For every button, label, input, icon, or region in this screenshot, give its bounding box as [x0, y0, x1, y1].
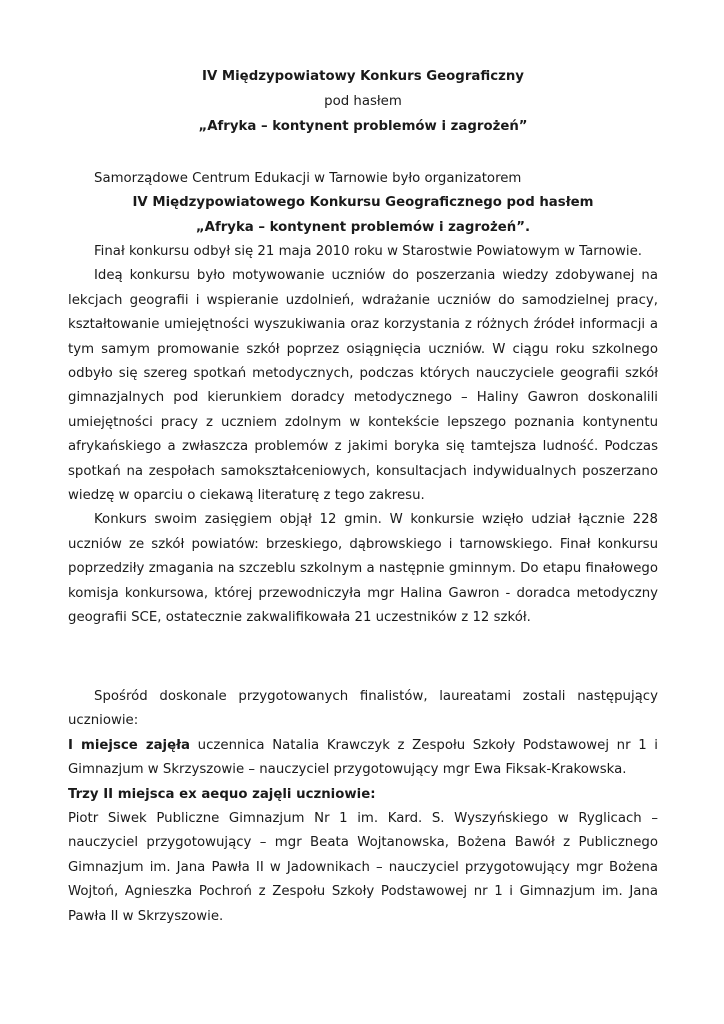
first-place-label: I miejsce zajęła: [68, 737, 191, 753]
organizer-section: [68, 167, 658, 240]
paragraph-idea: Ideą konkursu było motywowanie uczniów do poszerzania wiedzy zdobywanej na lekcjach geografii i wspieranie uzdolnień, wdrażanie uczniów do samodzielnej pracy, kształtowanie umiejętności wyszukiwania oraz korzystania z różnych źródeł informacji a tym samym promowanie szkół poprzez osiągnięcia uczniów. W ciągu roku szkolnego odbyło się szereg spotkań metodycznych, podczas których nauczyciele geografii szkół gimnazjalnych pod kierunkiem doradcy metodycznego – Haliny Gawron doskonalili umiejętności pracy z uczniem zdolnym w kontekście lepszego poznania kontynentu afrykańskiego a zwłaszcza problemów z jakimi boryka się tamtejsza ludność. Podczas spotkań na zespołach samokształceniowych, konsultacjach indywidualnych poszerzano wiedzę w oparciu o ciekawą literaturę z tego zakresu.: [68, 268, 658, 504]
paragraph-scope: Konkurs swoim zasięgiem objął 12 gmin. W konkursie wzięło udział łącznie 228 uczniów ze szkół powiatów: brzeskiego, dąbrowskiego i tarnowskiego. Finał konkursu poprzedziły zmagania na szczeblu szkolnym a następnie gminnym. Do etapu finałowego komisja konkursowa, której przewodniczyła mgr Halina Gawron - doradca metodyczny geografii SCE, ostatecznie zakwalifikowała 21 uczestników z 12 szkół.: [68, 512, 658, 626]
first-place-text: uczennica Natalia Krawczyk z Zespołu Szkoły Podstawowej nr 1 i Gimnazjum w Skrzyszowie – nauczyciel przygotowujący mgr Ewa Fiksak-Krakowska.: [68, 737, 658, 778]
paragraph-final: Finał konkursu odbył się 21 maja 2010 roku w Starostwie Powiatowym w Tarnowie.: [94, 244, 643, 259]
document-motto: „Afryka – kontynent problemów i zagrożeń”: [198, 119, 528, 134]
document-header: [68, 64, 658, 139]
second-place-label: Trzy II miejsca ex aequo zajęli uczniowie:: [68, 786, 376, 802]
document-title: IV Międzypowiatowy Konkurs Geograficzny: [202, 69, 524, 84]
winners-intro: Spośród doskonale przygotowanych finalistów, laureatami zostali następujący uczniowie:: [68, 689, 658, 729]
first-place: [68, 734, 658, 783]
contest-name: IV Międzypowiatowego Konkursu Geograficznego pod hasłem: [132, 195, 594, 211]
second-place-text: Piotr Siwek Publiczne Gimnazjum Nr 1 im. Kard. S. Wyszyńskiego w Ryglicach –nauczyciel przygotowujący – mgr Beata Wojtanowska, Bożena Bawół z Publicznego Gimnazjum im. Jana Pawła II w Jadownikach – nauczyciel przygotowujący mgr Bożena Wojtoń, Agnieszka Pochroń z Zespołu Szkoły Podstawowej nr 1 i Gimnazjum im. Jana Pawła II w Skrzyszowie.: [68, 811, 658, 924]
contest-motto: „Afryka – kontynent problemów i zagrożeń”.: [195, 219, 531, 235]
winners-section: [68, 685, 658, 929]
organizer-line: Samorządowe Centrum Edukacji w Tarnowie było organizatorem: [94, 171, 522, 186]
document-subtitle: pod hasłem: [324, 94, 402, 109]
report-body: [68, 240, 658, 631]
